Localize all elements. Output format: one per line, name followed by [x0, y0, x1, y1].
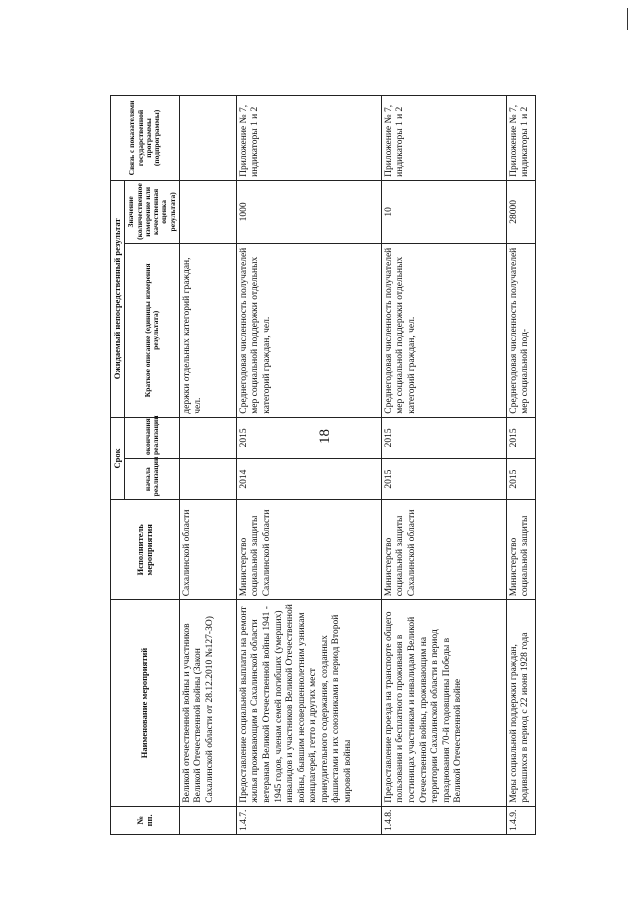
header-result: Ожидаемый непосредственный результат — [111, 180, 125, 417]
header-term: Срок — [111, 417, 125, 500]
cell-value — [179, 180, 236, 243]
cell-name: Великой отечественной войны и участников Великой Отечественной войны (Закон Сахалинской области от 28.12.2010 №127-ЗО) — [179, 600, 236, 806]
page-number: 18 — [317, 429, 333, 444]
cell-start — [179, 459, 236, 500]
cell-start: 2014 — [236, 459, 381, 500]
cell-desc: Среднегодовая численность получателей мер социальной поддержки отдельных категорий граждан, чел. — [236, 243, 381, 417]
header-desc: Краткое описание (единицы измерения результата) — [125, 243, 180, 417]
table-row — [381, 96, 506, 835]
cell-link: Приложение № 7, индикаторы 1 и 2 — [236, 96, 381, 181]
table-row — [179, 96, 236, 835]
header-name: Наименование мероприятий — [111, 600, 180, 806]
cell-desc: держки отдельных категорий граждан, чел. — [179, 243, 236, 417]
cell-start: 2015 — [506, 459, 535, 500]
cell-desc: Среднегодовая численность получателей мер социальной под- — [506, 243, 535, 417]
cell-name: Предоставление социальной выплаты на ремонт жилья проживающим в Сахалинской области ветеранам Великой Отечественной войны 1941 - 1945 годов, членам семей погибших (умерших) инвалидов и участников Великой Отечественной войны, бывшим несовершеннолетним узникам концлагерей, гетто и других мест принудительного содержания, созданных фашистами и их союзниками в период Второй мировой войны — [236, 600, 381, 806]
cell-value: 1000 — [236, 180, 381, 243]
table-row — [236, 96, 381, 835]
cell-no — [179, 806, 236, 834]
cell-link — [179, 96, 236, 181]
program-table — [110, 95, 536, 835]
cell-link: Приложение № 7, индикаторы 1 и 2 — [506, 96, 535, 181]
header-executor: Исполнитель мероприятия — [111, 500, 180, 600]
header-end: окончания реализации — [125, 417, 180, 458]
cell-executor: Сахалинской области — [179, 500, 236, 600]
cell-link: Приложение № 7, индикаторы 1 и 2 — [381, 96, 506, 181]
cell-name: Предоставление проезда на транспорте общего пользования и бесплатного проживания в гостиницах участникам и инвалидам Великой Отечественной войны, проживающим на территории Сахалинской области в период празднования 70-й годовщины Победы в Великой Отечественной войне — [381, 600, 506, 806]
cell-no: 1.4.9. — [506, 806, 535, 834]
cell-executor: Министерство социальной защиты Сахалинской области — [236, 500, 381, 600]
cell-executor: Министерство социальной защиты — [506, 500, 535, 600]
cell-desc: Среднегодовая численность получателей мер социальной поддержки отдельных категорий граждан, чел. — [381, 243, 506, 417]
rotated-sheet — [110, 95, 530, 835]
header-value: Значение (количественное измерение или качественная оценка результата) — [125, 180, 180, 243]
header-link: Связь с показателями государственной программы (подпрограммы) — [111, 96, 180, 181]
cell-end — [179, 417, 236, 458]
cell-value: 10 — [381, 180, 506, 243]
margin-mark — [627, 8, 628, 30]
header-no: № пп. — [111, 806, 180, 834]
cell-end: 2015 — [236, 417, 381, 458]
cell-end: 2015 — [381, 417, 506, 458]
header-start: начала реализации — [125, 459, 180, 500]
header-row-1 — [111, 96, 125, 835]
table-row — [506, 96, 535, 835]
cell-no: 1.4.8. — [381, 806, 506, 834]
cell-value: 28000 — [506, 180, 535, 243]
cell-name: Меры социальной поддержки граждан, родившихся в период с 22 июня 1928 года — [506, 600, 535, 806]
cell-start: 2015 — [381, 459, 506, 500]
cell-end: 2015 — [506, 417, 535, 458]
cell-executor: Министерство социальной защиты Сахалинской области — [381, 500, 506, 600]
cell-no: 1.4.7. — [236, 806, 381, 834]
